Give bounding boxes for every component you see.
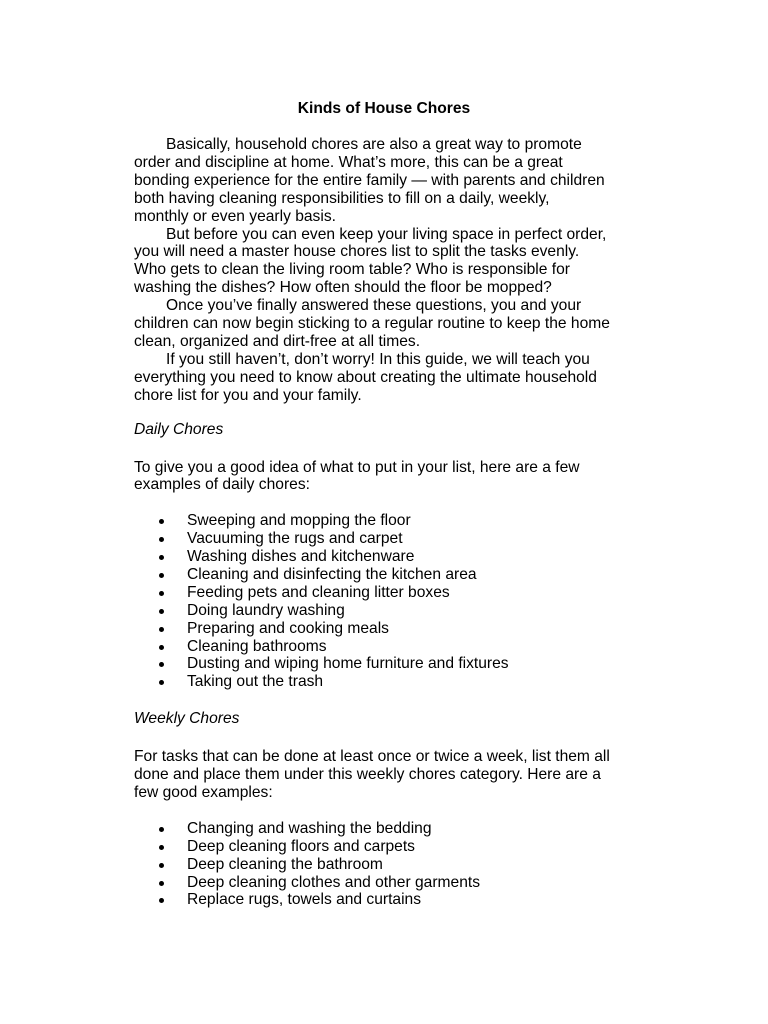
intro-paragraph: But before you can even keep your living space in perfect order, you will need a master house chores list to split the tasks evenly. Who gets to clean the living room table? Who is responsible for washing the dishes? How often should the floor be mopped? [134,225,607,297]
intro-paragraph: If you still haven’t, don’t worry! In this guide, we will teach you everything you need to know about creating the ultimate household chore list for you and your family. [134,350,597,404]
bullet-icon [159,591,164,596]
bullet-icon [159,845,164,850]
bullet-icon [159,863,164,868]
bullet-icon [159,662,164,667]
weekly-chores-list [134,820,634,909]
weekly-chores-heading: Weekly Chores [134,710,240,728]
list-item [134,891,634,909]
bullet-icon [159,881,164,886]
list-item [134,838,634,856]
bullet-icon [159,627,164,632]
bullet-icon [159,645,164,650]
list-item [134,584,634,602]
intro-paragraph: Once you’ve finally answered these questions, you and your children can now begin sticking to a regular routine to keep the home clean, organized and dirt-free at all times. [134,297,610,350]
list-item-text: Dusting and wiping home furniture and fixtures [187,655,509,673]
list-item [134,530,634,548]
bullet-icon [159,555,164,560]
bullet-icon [159,573,164,578]
list-item [134,512,634,530]
list-item [134,566,634,584]
list-item [134,820,634,838]
list-item-text: Vacuuming the rugs and carpet [187,530,403,548]
bullet-icon [159,898,164,903]
bullet-icon [159,680,164,685]
list-item-text: Taking out the trash [187,673,324,691]
list-item-text: Preparing and cooking meals [187,619,389,637]
bullet-icon [159,537,164,542]
document-page [134,100,634,909]
list-item [134,874,634,892]
list-item [134,673,634,691]
list-item-text: Sweeping and mopping the floor [187,512,411,530]
daily-chores-heading: Daily Chores [134,420,224,438]
bullet-icon [159,609,164,614]
list-item-text: Deep cleaning clothes and other garments [187,873,480,891]
bullet-icon [159,827,164,832]
intro-paragraph: Basically, household chores are also a great way to promote order and discipline at home. What’s more, this can be a great bonding experience for the entire family — with parents and children both having cleaning responsibilities to fill on a daily, weekly, monthly or even yearly basis. [134,136,605,225]
list-item [134,856,634,874]
list-item [134,620,634,638]
list-item-text: Cleaning and disinfecting the kitchen area [187,565,477,583]
list-item-text: Changing and washing the bedding [187,819,432,837]
bullet-icon [159,519,164,524]
list-item [134,655,634,673]
list-item [134,548,634,566]
list-item-text: Cleaning bathrooms [187,637,327,655]
list-item-text: Feeding pets and cleaning litter boxes [187,583,450,601]
list-item-text: Replace rugs, towels and curtains [187,891,422,909]
list-item-text: Washing dishes and kitchenware [187,548,415,566]
daily-chores-list [134,512,634,691]
daily-chores-lead: To give you a good idea of what to put in your list, here are a few examples of daily chores: [134,458,580,494]
list-item-text: Doing laundry washing [187,601,345,619]
list-item [134,602,634,620]
weekly-chores-lead: For tasks that can be done at least once or twice a week, list them all done and place them under this weekly chores category. Here are a few good examples: [134,748,610,801]
document-title: Kinds of House Chores [297,100,471,117]
list-item-text: Deep cleaning the bathroom [187,855,383,873]
list-item-text: Deep cleaning floors and carpets [187,837,415,855]
list-item [134,638,634,656]
